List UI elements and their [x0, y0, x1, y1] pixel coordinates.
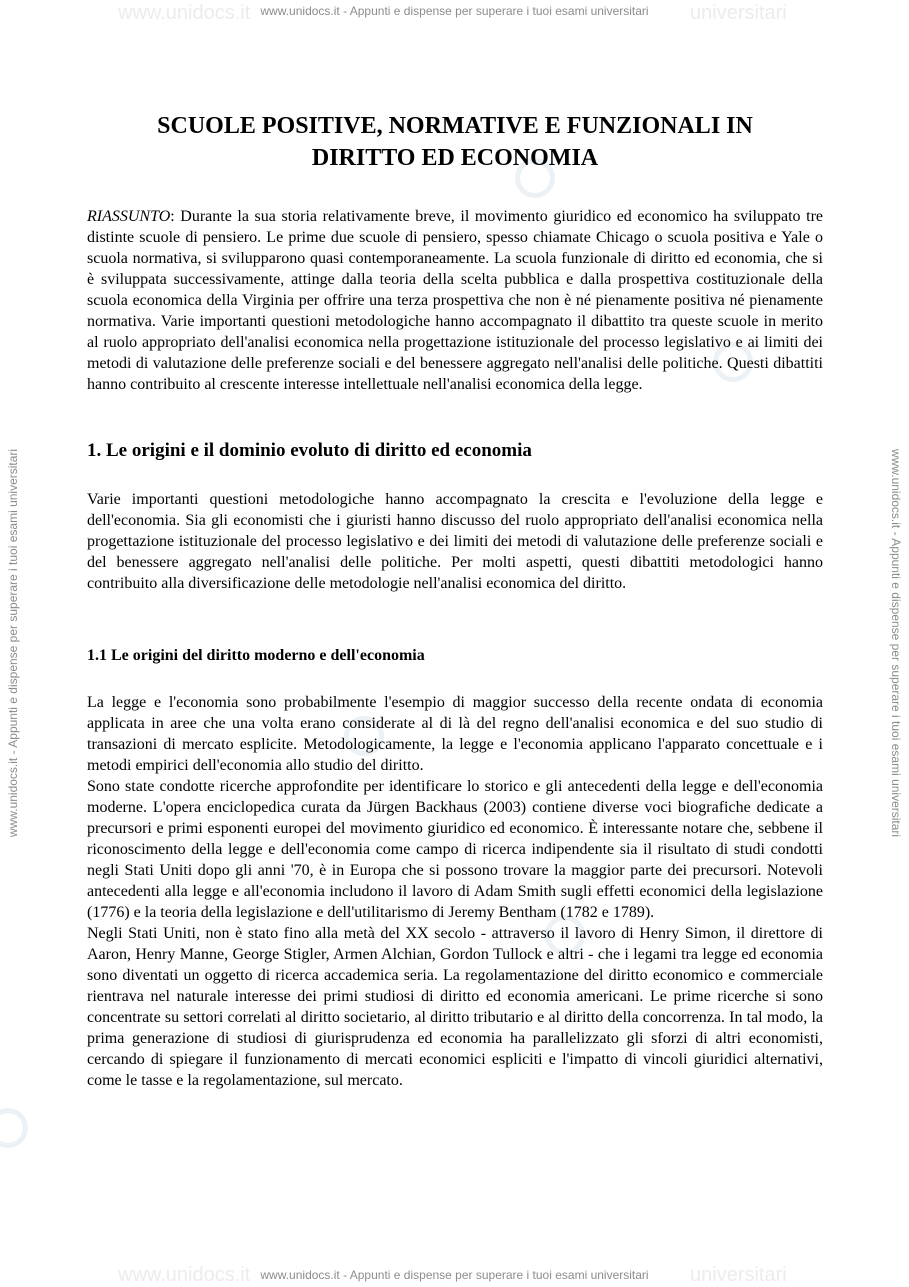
title-line-1: SCUOLE POSITIVE, NORMATIVE E FUNZIONALI IN: [157, 113, 753, 139]
abstract-paragraph: [87, 206, 823, 395]
title-line-2: DIRITTO ED ECONOMIA: [311, 145, 599, 171]
document-body: [87, 110, 823, 1091]
subsection-1-1-heading: 1.1 Le origini del diritto moderno e dell'economia: [87, 647, 425, 664]
watermark-right: www.unidocs.it - Appunti e dispense per superare i tuoi esami universitari: [889, 448, 903, 838]
watermark-footer: www.unidocs.it - Appunti e dispense per superare i tuoi esami universitari: [260, 1268, 649, 1282]
abstract-text: : Durante la sua storia relativamente breve, il movimento giuridico ed economico ha sviluppato tre distinte scuole di pensiero. Le prime due scuole di pensiero, spesso chiamate Chicago o scuola positiva e Yale o scuola normativa, si svilupparono quasi contemporaneamente. La scuola funzionale di diritto ed economia, che si è sviluppata successivamente, attinge dalla teoria della scelta pubblica e dalla prospettiva costituzionale della scuola economica della Virginia per offrire una terza prospettiva che non è né pienamente positiva né pienamente normativa. Varie importanti questioni metodologiche hanno accompagnato il dibattito tra queste scuole in merito al ruolo appropriato dell'analisi economica nella progettazione istituzionale del processo legislativo e ai limiti dei metodi di valutazione delle preferenze sociali e del benessere aggregato nell'analisi delle politiche. Questi dibattiti hanno contribuito al crescente interesse intellettuale nell'analisi economica della legge.: [87, 208, 823, 393]
watermark-ghost-bottom-right: universitari: [690, 1264, 787, 1286]
section-1-paragraph: Varie importanti questioni metodologiche hanno accompagnato la crescita e l'evoluzione della legge e dell'economia. Sia gli economisti che i giuristi hanno discusso del ruolo appropriato dell'analisi economica nella progettazione istituzionale del processo legislativo e dei limiti dei metodi di valutazione delle preferenze sociali e del benessere aggregato nell'analisi delle politiche. Per molti aspetti, questi dibattiti metodologici hanno contribuito alla diversificazione delle metodologie nell'analisi economica del diritto.: [87, 491, 823, 592]
abstract-label: RIASSUNTO: [87, 208, 171, 225]
watermark-ghost-bottom-left: www.unidocs.it: [118, 1264, 251, 1286]
unidocs-logo-icon: [0, 1108, 28, 1148]
watermark-ghost-top-left: www.unidocs.it: [118, 2, 251, 24]
watermark-header: www.unidocs.it - Appunti e dispense per superare i tuoi esami universitari: [260, 4, 649, 18]
document-title: [87, 110, 823, 174]
body-paragraph-1: La legge e l'economia sono probabilmente l'esempio di maggior successo della recente ondata di economia applicata in aree che una volta erano considerate al di là del regno dell'analisi economica e del suo studio di transazioni di mercato esplicite. Metodologicamente, la legge e l'economia applicano l'apparato concettuale e i metodi empirici dell'economia allo studio del diritto.: [87, 694, 823, 774]
section-1-heading: 1. Le origini e il dominio evoluto di diritto ed economia: [87, 440, 532, 461]
body-paragraph-3: Negli Stati Uniti, non è stato fino alla metà del XX secolo - attraverso il lavoro di Henry Simon, il direttore di Aaron, Henry Manne, George Stigler, Armen Alchian, Gordon Tullock e altri - che i legami tra legge ed economia sono diventati un oggetto di ricerca accademica seria. La regolamentazione del diritto economico e commerciale rientrava nel naturale interesse dei primi studiosi di diritto ed economia americani. Le prime ricerche si sono concentrate su settori correlati al diritto societario, al diritto tributario e al diritto della concorrenza. In tal modo, la prima generazione di studiosi di giurisprudenza ed economia ha parallelizzato gli sforzi di altri economisti, cercando di spiegare il funzionamento di mercati economici espliciti e l'impatto di vincoli giuridici alternativi, come le tasse e la regolamentazione, sul mercato.: [87, 925, 823, 1089]
body-paragraph-2: Sono state condotte ricerche approfondite per identificare lo storico e gli antecedenti della legge e dell'economia moderne. L'opera enciclopedica curata da Jürgen Backhaus (2003) contiene diverse voci biografiche dedicate a precursori e primi esponenti europei del movimento giuridico ed economico. È interessante notare che, sebbene il riconoscimento della legge e dell'economia come campo di ricerca indipendente sia il risultato di studi condotti negli Stati Uniti dopo gli anni '70, è in Europa che si possono trovare la maggior parte dei precursori. Notevoli antecedenti alla legge e all'economia includono il lavoro di Adam Smith sugli effetti economici della legislazione (1776) e la teoria della legislazione e dell'utilitarismo di Jeremy Bentham (1782 e 1789).: [87, 778, 823, 921]
watermark-left: www.unidocs.it - Appunti e dispense per superare i tuoi esami universitari: [6, 448, 20, 838]
watermark-ghost-top-right: universitari: [690, 2, 787, 24]
